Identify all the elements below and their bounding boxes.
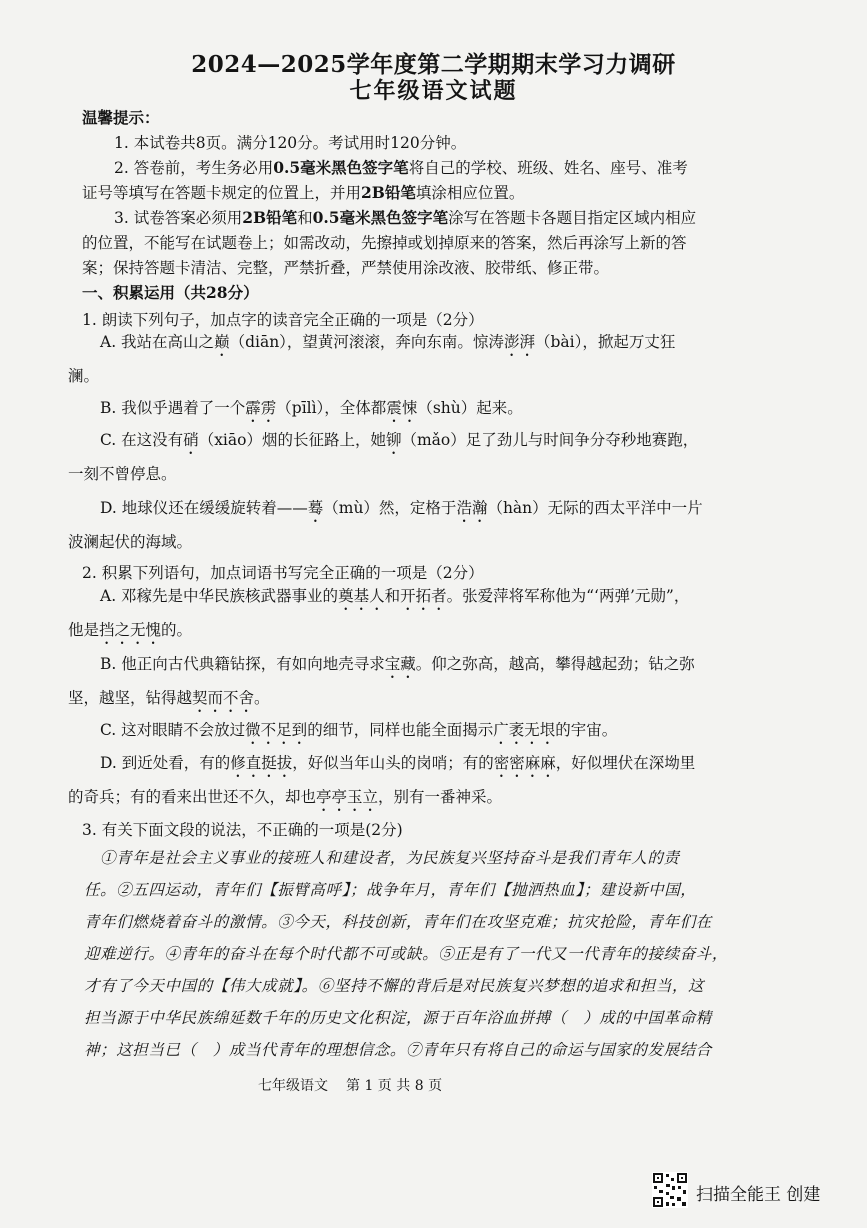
tip-3-line-1: 3. 试卷答案必须用2B铅笔和0.5毫米黑色签字笔涂写在答题卡各题目指定区域内相应 [114, 208, 697, 227]
q1-option-c: C. 在这没有硝（xiāo）烟的长征路上，她铆（mǎo）足了劲儿与时间争分夺秒地赛跑， 一刻不曾停息。 [68, 431, 699, 483]
q2-option-a: A. 邓稼先是中华民族核武器事业的奠基人和开拓者。张爱萍将军称他为“‘两弹’元勋”， 他是挡之无愧的。 [68, 587, 690, 639]
question-1-stem: 1. 朗读下列句子，加点字的读音完全正确的一项是（2分） [82, 311, 484, 329]
q2-option-d: D. 到近处看，有的修直挺拔，好似当年山头的岗哨；有的密密麻麻，好似埋伏在深坳里 的奇兵；有的看来出世还不久，却也亭亭玉立，别有一番神采。 [68, 754, 696, 806]
question-2-stem: 2. 积累下列语句，加点词语书写完全正确的一项是（2分） [82, 564, 484, 582]
tip-3-line-3: 案；保持答题卡清洁、完整，严禁折叠，严禁使用涂改液、胶带纸、修正带。 [82, 259, 610, 277]
q3-passage-line-1: ①青年是社会主义事业的接班人和建设者，为民族复兴坚持奋斗是我们青年人的责 [100, 849, 680, 867]
q3-passage-line-2: 任。②五四运动，青年们【振臂高呼】；战争年月，青年们【抛洒热血】；建设新中国， [84, 881, 697, 899]
qr-code-icon [652, 1172, 688, 1208]
tip-2-line-1: 2. 答卷前，考生务必用0.5毫米黑色签字笔将自己的学校、班级、姓名、座号、准考 [114, 158, 688, 177]
section-1-heading: 一、积累运用（共28分） [82, 283, 259, 302]
q1-option-b: B. 我似乎遇着了一个霹雳（pīlì），全体都震悚（shù）起来。 [100, 399, 523, 417]
q3-passage-line-7: 神；这担当已（ ）成当代青年的理想信念。⑦青年只有将自己的命运与国家的发展结合 [84, 1041, 712, 1059]
tip-3-line-2: 的位置，不能写在试题卷上；如需改动，先擦掉或划掉原来的答案，然后再涂写上新的答 [82, 234, 687, 252]
q2-option-b: B. 他正向古代典籍钻探，有如向地壳寻求宝藏。仰之弥高，越高，攀得越起劲；钻之弥 坚，越坚，钻得越契而不舍。 [68, 655, 695, 707]
q3-passage-line-3: 青年们燃烧着奋斗的激情。③今天，科技创新，青年们在攻坚克难；抗灾抢险，青年们在 [84, 913, 712, 931]
tips-heading: 温馨提示： [82, 108, 160, 127]
tip-2-line-2: 证号等填写在答题卡规定的位置上，并用2B铅笔填涂相应位置。 [82, 183, 525, 202]
exam-title: 2024—2025学年度第二学期期末学习力调研 [191, 51, 676, 78]
q3-passage-line-4: 迎难逆行。④青年的奋斗在每个时代都不可或缺。⑤正是有了一代又一代青年的接续奋斗， [84, 945, 729, 963]
scanner-watermark: 扫描全能王 创建 [696, 1185, 821, 1205]
q2-option-c: C. 这对眼睛不会放过微不足到的细节，同样也能全面揭示广袤无垠的宇宙。 [100, 721, 618, 739]
q3-passage-line-5: 才有了今天中国的【伟大成就】。⑥坚持不懈的背后是对民族复兴梦想的追求和担当，这 [84, 977, 705, 995]
q3-passage-line-6: 担当源于中华民族绵延数千年的历史文化积淀，源于百年浴血拼搏（ ）成的中国革命精 [84, 1009, 712, 1027]
q1-option-a: A. 我站在高山之巅（diān），望黄河滚滚，奔向东南。惊涛澎湃（bài），掀起万丈狂 澜。 [68, 333, 676, 385]
tip-1: 1. 本试卷共8页。满分120分。考试用时120分钟。 [114, 134, 467, 152]
footer-page-number: 第 1 页 共 8 页 [346, 1078, 443, 1094]
page-footer [258, 1075, 460, 1095]
q1-option-d: D. 地球仪还在缓缓旋转着——蓦（mù）然，定格于浩瀚（hàn）无际的西太平洋中一片 波澜起伏的海域。 [68, 499, 703, 551]
question-3-stem: 3. 有关下面文段的说法，不正确的一项是(2分) [82, 821, 403, 839]
footer-subject: 七年级语文 [258, 1078, 328, 1094]
exam-subtitle: 七年级语文试题 [349, 78, 518, 104]
